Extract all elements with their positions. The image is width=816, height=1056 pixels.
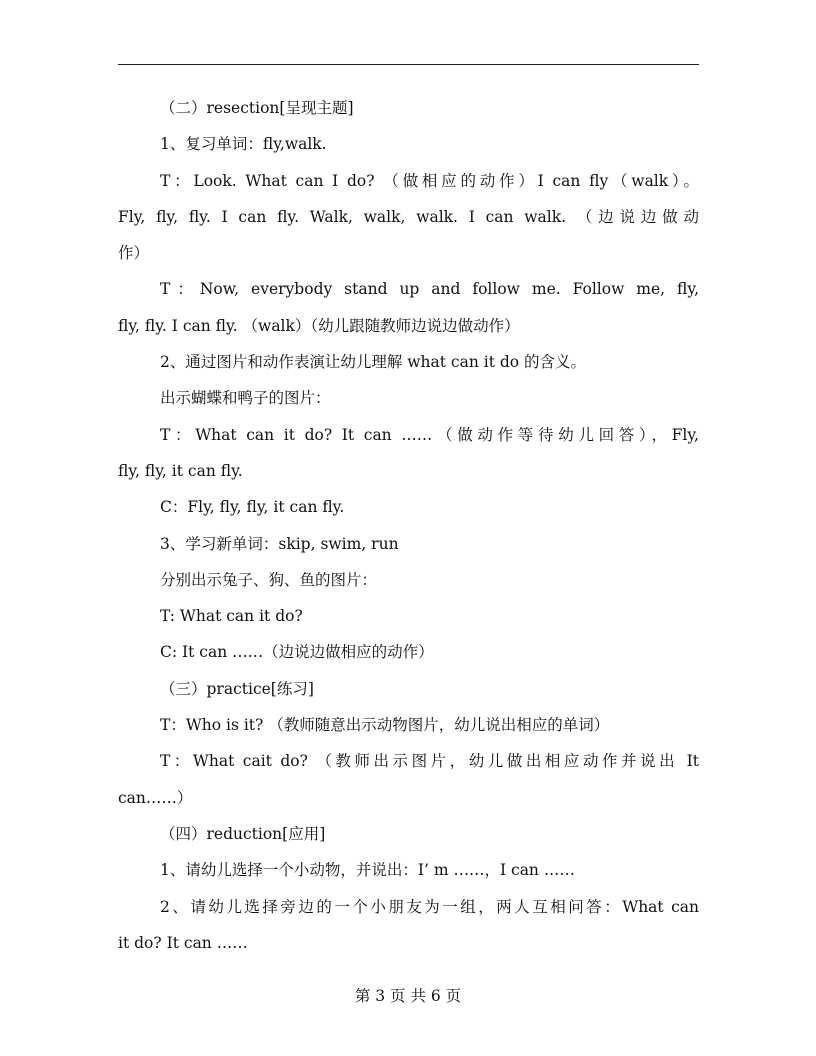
paragraph-line: T：What can it do? It can ……（做动作等待幼儿回答），Fly, bbox=[160, 425, 699, 444]
paragraph-line: T: What can it do? bbox=[160, 607, 303, 626]
paragraph-line: 2、通过图片和动作表演让幼儿理解 what can it do 的含义。 bbox=[160, 353, 587, 372]
paragraph-line: fly, fly. I can fly. （walk）（幼儿跟随教师边说边做动作） bbox=[118, 316, 520, 335]
paragraph-line: 1、复习单词：fly,walk. bbox=[160, 135, 327, 154]
paragraph-line: 1、请幼儿选择一个小动物，并说出：I’ m ……，I can …… bbox=[160, 861, 575, 880]
section-heading-practice: （三）practice[练习] bbox=[160, 679, 314, 698]
paragraph-line: 出示蝴蝶和鸭子的图片： bbox=[160, 389, 331, 408]
paragraph-line: fly, fly, it can fly. bbox=[118, 461, 243, 480]
section-heading-presentation: （二）resection[呈现主题] bbox=[160, 99, 354, 117]
section-heading-application: （四）reduction[应用] bbox=[160, 824, 326, 843]
paragraph-line: T：What cait do? （教师出示图片，幼儿做出相应动作并说出 It bbox=[160, 752, 699, 771]
paragraph-line: C：Fly, fly, fly, it can fly. bbox=[160, 498, 345, 517]
paragraph-line: 2、请幼儿选择旁边的一个小朋友为一组，两人互相问答：What can bbox=[160, 897, 699, 916]
body-text bbox=[118, 90, 699, 961]
paragraph-line: can……） bbox=[118, 788, 193, 807]
paragraph-line: T：Now, everybody stand up and follow me. Follow me, fly, bbox=[160, 280, 699, 299]
page-number-footer: 第 3 页 共 6 页 bbox=[354, 987, 462, 1005]
paragraph-line: T：Look. What can I do? （做相应的动作）I can fly（walk）。 bbox=[160, 171, 699, 190]
paragraph-line: it do? It can …… bbox=[118, 933, 248, 952]
paragraph-line: T：Who is it? （教师随意出示动物图片，幼儿说出相应的单词） bbox=[160, 716, 610, 735]
paragraph-line: 分别出示兔子、狗、鱼的图片： bbox=[160, 570, 378, 589]
paragraph-line: C: It can ……（边说边做相应的动作） bbox=[160, 643, 434, 662]
paragraph-line: Fly, fly, fly. I can fly. Walk, walk, walk. I can walk. （边说边做动 bbox=[118, 207, 699, 226]
paragraph-line: 3、学习新单词：skip, swim, run bbox=[160, 534, 399, 553]
paragraph-line: 作） bbox=[118, 244, 150, 263]
header-rule bbox=[118, 64, 699, 65]
